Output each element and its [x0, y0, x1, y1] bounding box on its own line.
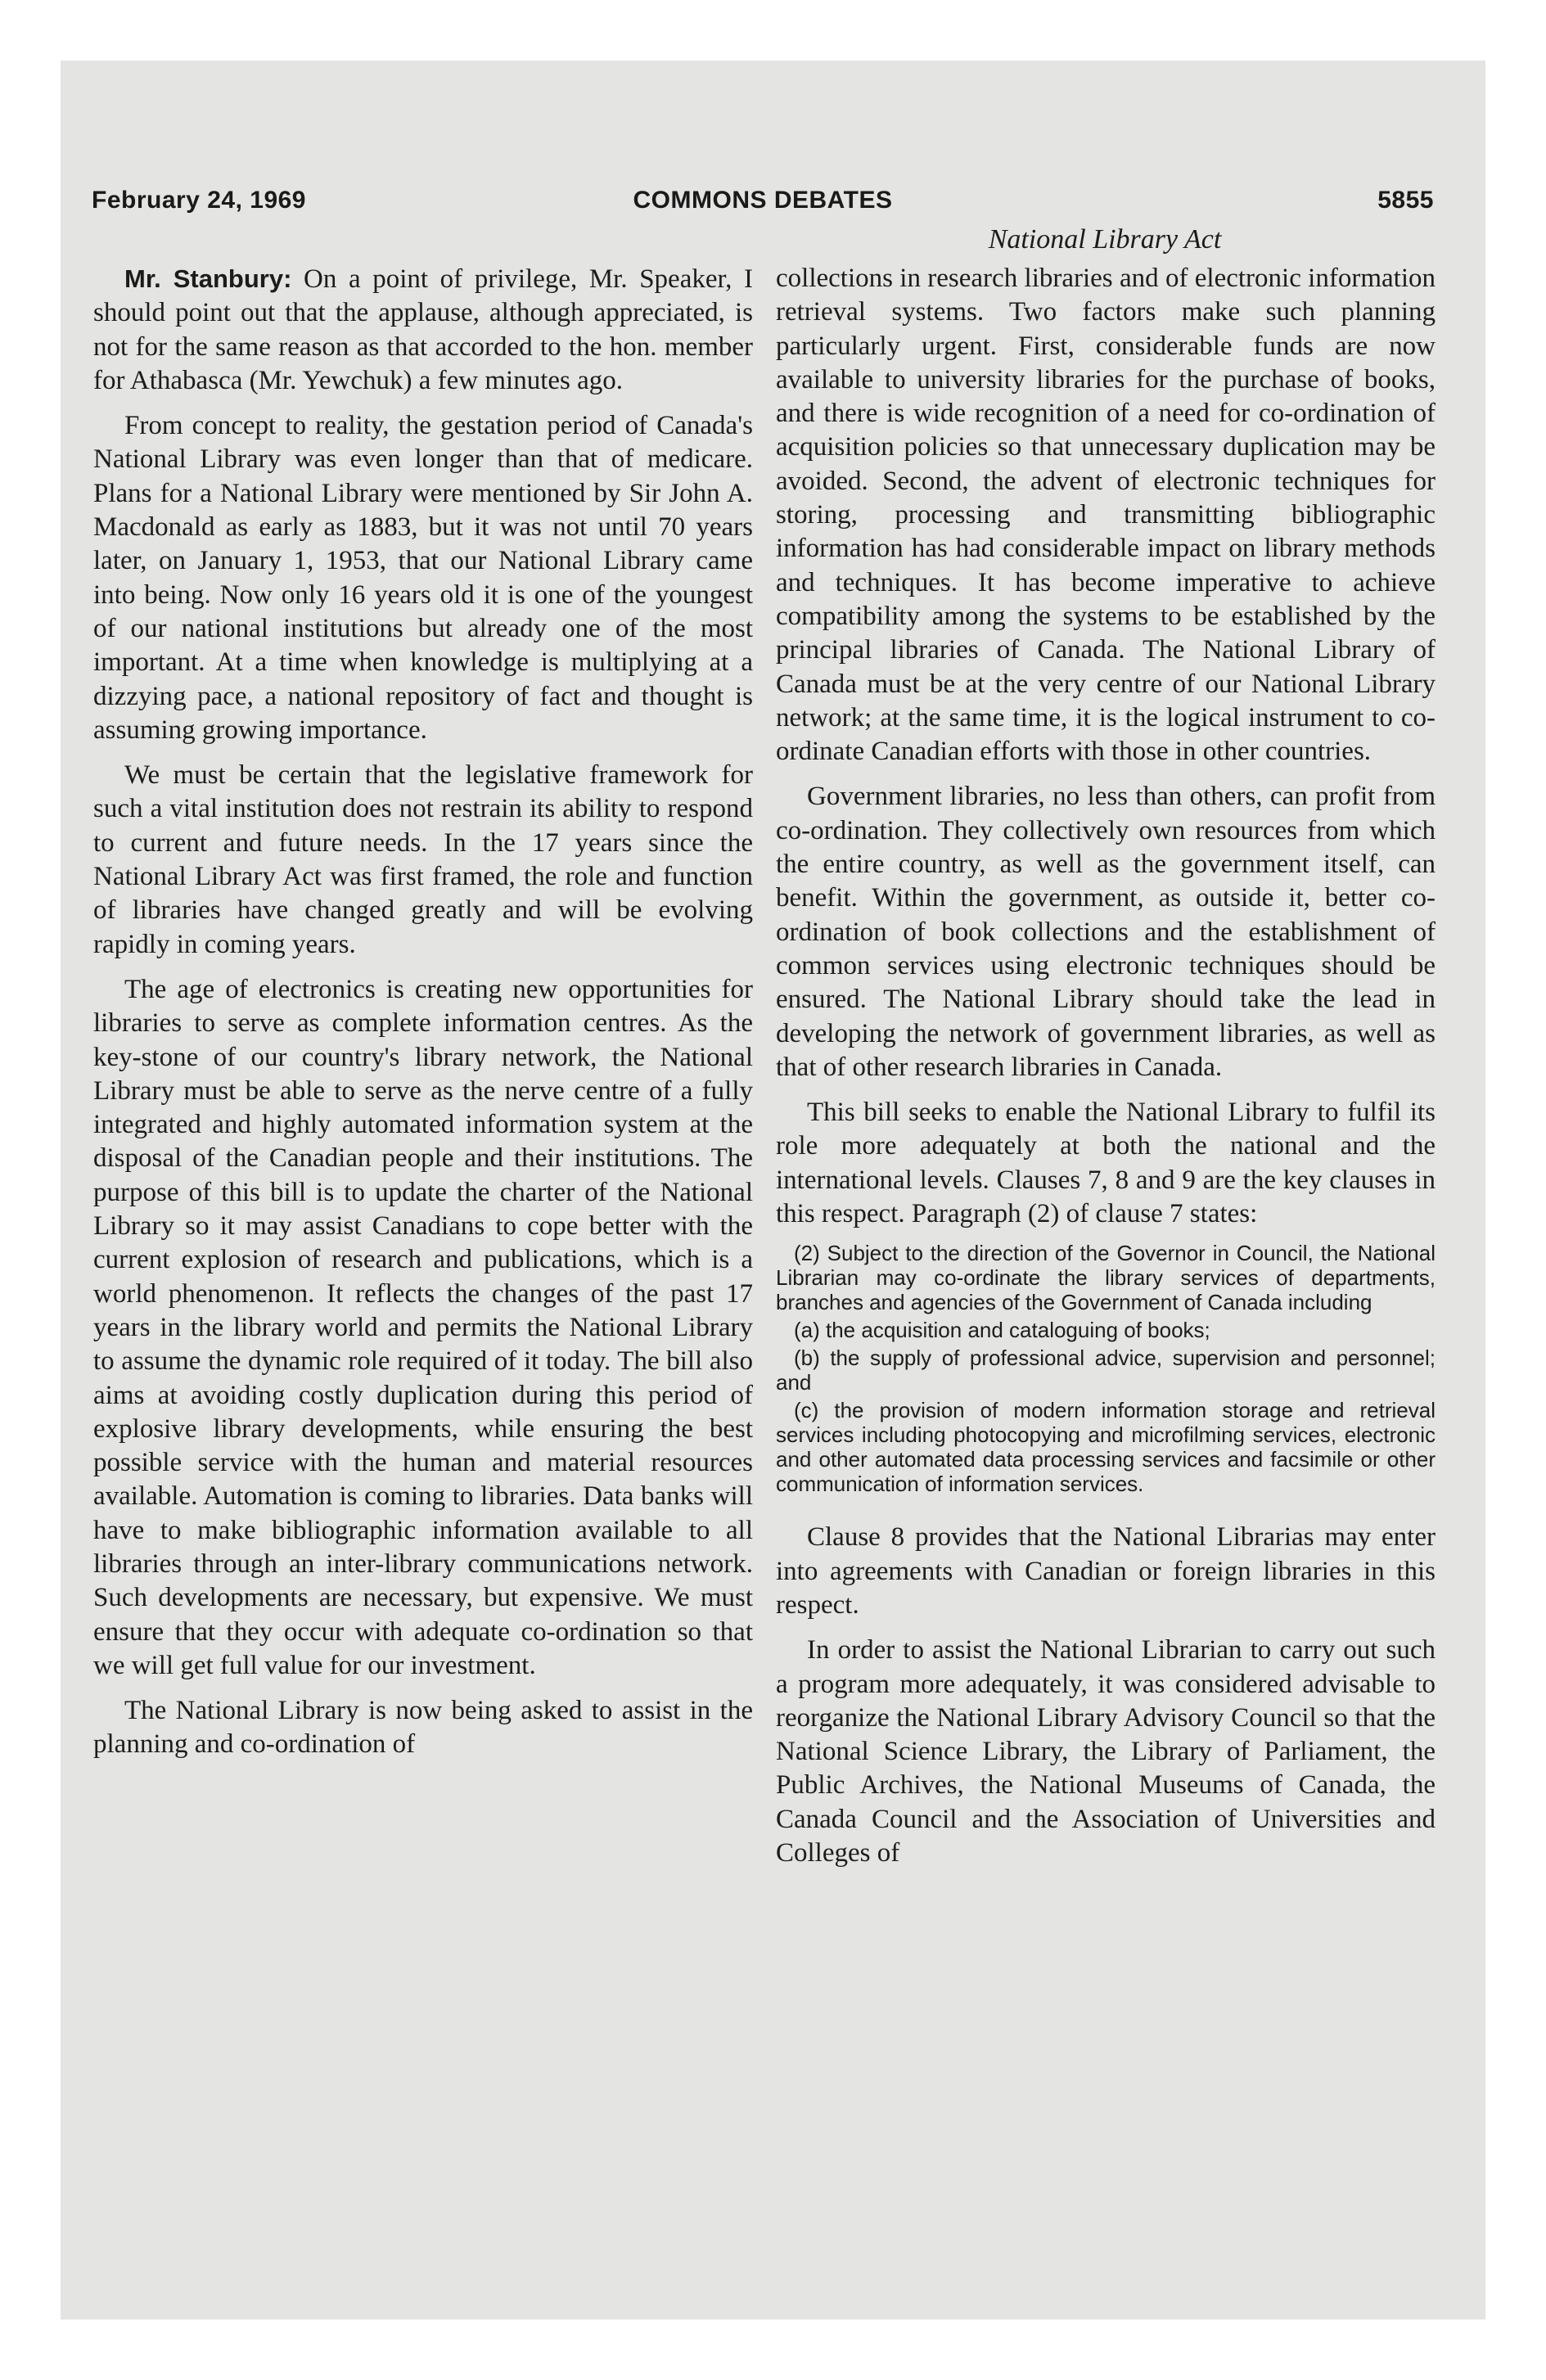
- header-date: February 24, 1969: [92, 187, 306, 214]
- paragraph: The age of electronics is creating new opportunities for libraries to serve as complete information centres. As the key-stone of our country's library network, the National Library must be able to serve as the nerve centre of a fully integrated and highly automated information system at the disposal of the Canadian people and their institutions. The purpose of this bill is to update the charter of the National Library so it may assist Canadians to cope better with the current explosion of research and publications, which is a world phenomenon. It reflects the changes of the past 17 years in the library world and permits the National Library to assume the dynamic role required of it today. The bill also aims at avoiding costly duplication during this period of explosive library developments, while ensuring the best possible service with the human and material resources available. Automation is coming to libraries. Data banks will have to make bibliographic information available to all libraries through an inter-library communications network. Such developments are necessary, but expensive. We must ensure that they occur with adequate co-ordination so that we will get full value for our investment.: [93, 974, 753, 1680]
- quote-item-c: (c) the provision of modern information storage and retrieval services including photocopying and microfilming services, electronic and other automated data processing services and facsimile or other communication of information services.: [776, 1398, 1436, 1497]
- paragraph: From concept to reality, the gestation period of Canada's National Library was even longer than that of medicare. Plans for a National Library were mentioned by Sir John A. Macdonald as early as 1883, but it was not until 70 years later, on January 1, 1953, that our National Library came into being. Now only 16 years old it is one of the youngest of our national institutions but already one of the most important. At a time when knowledge is multiplying at a dizzying pace, a national repository of fact and thought is assuming growing importance.: [93, 411, 753, 745]
- paragraph-text: On a point of privilege, Mr. Speaker, I should point out that the applause, although appreciated, is not for the same reason as that accorded to the hon. member for Athabasca (Mr. Yewchuk) a few minutes ago.: [93, 264, 753, 395]
- section-subtitle: National Library Act: [988, 224, 1222, 255]
- publication-title: COMMONS DEBATES: [633, 187, 893, 214]
- speaker-name: Mr. Stanbury:: [124, 264, 292, 293]
- paragraph: [93, 262, 753, 398]
- quote-item-a: (a) the acquisition and cataloguing of books;: [794, 1318, 1210, 1343]
- paragraph: We must be certain that the legislative framework for such a vital institution does not restrain its ability to respond to current and future needs. In the 17 years since the National Library Act was first framed, the role and function of libraries have changed greatly and will be evolving rapidly in coming years.: [93, 760, 753, 959]
- paragraph-continued: collections in research libraries and of electronic information retrieval systems. Two factors make such planning particularly urgent. First, considerable funds are now available to university libraries for the purchase of books, and there is wide recognition of a need for co-ordination of acquisition policies so that unnecessary duplication may be avoided. Second, the advent of electronic techniques for storing, processing and transmitting bibliographic information has had considerable impact on library methods and techniques. It has become imperative to achieve compatibility among the systems to be established by the principal libraries of Canada. The National Library of Canada must be at the very centre of our National Library network; at the same time, it is the logical instrument to co-ordinate Canadian efforts with those in other countries.: [776, 264, 1436, 767]
- left-column: [93, 262, 753, 1762]
- paragraph: In order to assist the National Librarian to carry out such a program more adequately, it was considered advisable to reorganize the National Library Advisory Council so that the National Science Library, the Library of Parliament, the Public Archives, the National Museums of Canada, the Canada Council and the Association of Universities and Colleges of: [776, 1635, 1436, 1868]
- paragraph: This bill seeks to enable the National Library to fulfil its role more adequately at both the national and the international levels. Clauses 7, 8 and 9 are the key clauses in this respect. Paragraph (2) of clause 7 states:: [776, 1098, 1436, 1229]
- quoted-clause: [776, 1241, 1436, 1496]
- page-number: 5855: [1377, 187, 1434, 214]
- quote-paragraph: (2) Subject to the direction of the Governor in Council, the National Librarian may co-ordinate the library services of departments, branches and agencies of the Government of Canada including: [776, 1241, 1436, 1315]
- paragraph: Clause 8 provides that the National Librarias may enter into agreements with Canadian or foreign libraries in this respect.: [776, 1522, 1436, 1620]
- right-column: [776, 262, 1436, 1870]
- paragraph: Government libraries, no less than others, can profit from co-ordination. They collectively own resources from which the entire country, as well as the government itself, can benefit. Within the government, as outside it, better co-ordination of book collections and the establishment of common services using electronic techniques should be ensured. The National Library should take the lead in developing the network of government libraries, as well as that of other research libraries in Canada.: [776, 782, 1436, 1082]
- paragraph: The National Library is now being asked to assist in the planning and co-ordination of: [93, 1696, 753, 1760]
- quote-item-b: (b) the supply of professional advice, supervision and personnel; and: [776, 1346, 1436, 1395]
